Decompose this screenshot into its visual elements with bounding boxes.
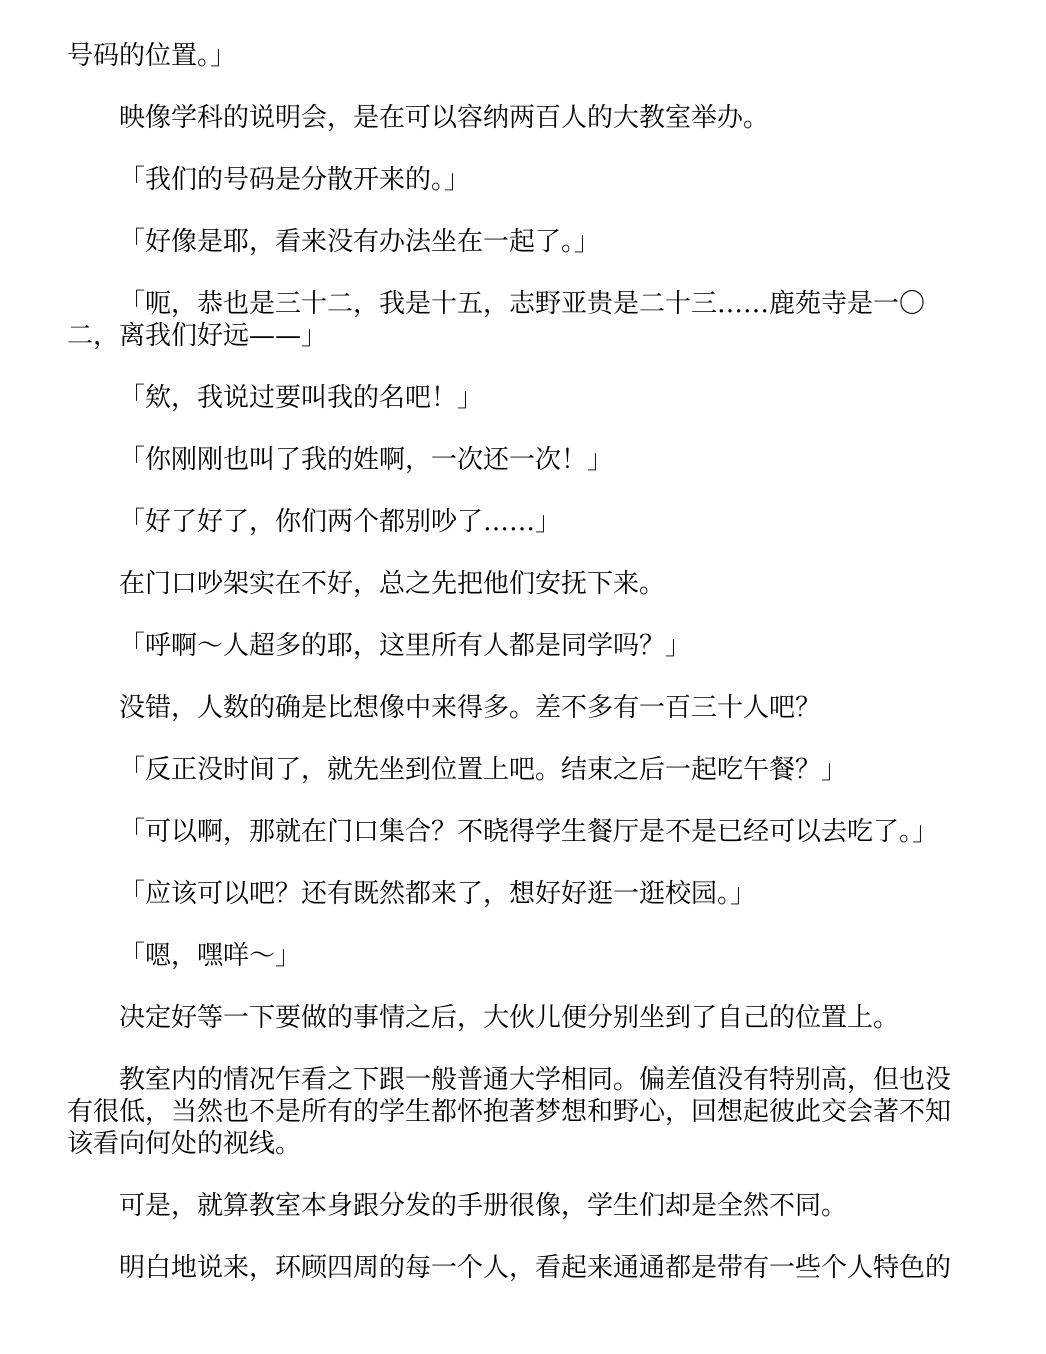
paragraph-13: 「可以啊，那就在门口集合？不晓得学生餐厅是不是已经可以去吃了。」 xyxy=(119,817,939,847)
paragraph-17: 教室内的情况乍看之下跟一般普通大学相同。偏差值没有特别高，但也没有很低，当然也不是所有的学生都怀抱著梦想和野心，回想起彼此交会著不知该看向何处的视线。 xyxy=(67,1065,952,1159)
paragraph-12: 「反正没时间了，就先坐到位置上吧。结束之后一起吃午餐？」 xyxy=(119,755,848,785)
paragraph-2: 映像学科的说明会，是在可以容纳两百人的大教室举办。 xyxy=(119,103,770,133)
paragraph-16: 决定好等一下要做的事情之后，大伙儿便分别坐到了自己的位置上。 xyxy=(119,1003,900,1033)
paragraph-1: 号码的位置。」 xyxy=(67,41,237,71)
paragraph-19: 明白地说来，环顾四周的每一个人，看起来通通都是带有一些个人特色的 xyxy=(119,1253,952,1283)
paragraph-18: 可是，就算教室本身跟分发的手册很像，学生们却是全然不同。 xyxy=(119,1191,848,1221)
paragraph-5: 「呃，恭也是三十二，我是十五，志野亚贵是二十三……鹿苑寺是一〇二，离我们好远——」 xyxy=(67,289,926,351)
paragraph-3: 「我们的号码是分散开来的。」 xyxy=(119,165,471,195)
page-body xyxy=(67,40,975,1314)
paragraph-15: 「嗯，嘿咩～」 xyxy=(119,941,302,971)
paragraph-14: 「应该可以吧？还有既然都来了，想好好逛一逛校园。」 xyxy=(119,879,757,909)
paragraph-4: 「好像是耶，看来没有办法坐在一起了。」 xyxy=(119,227,601,257)
paragraph-11: 没错，人数的确是比想像中来得多。差不多有一百三十人吧？ xyxy=(119,693,822,723)
paragraph-7: 「你刚刚也叫了我的姓啊，一次还一次！」 xyxy=(119,445,614,475)
paragraph-6: 「欸，我说过要叫我的名吧！」 xyxy=(119,383,484,413)
paragraph-10: 「呼啊～人超多的耶，这里所有人都是同学吗？」 xyxy=(119,631,692,661)
paragraph-8: 「好了好了，你们两个都别吵了……」 xyxy=(119,507,562,537)
paragraph-9: 在门口吵架实在不好，总之先把他们安抚下来。 xyxy=(119,569,666,599)
